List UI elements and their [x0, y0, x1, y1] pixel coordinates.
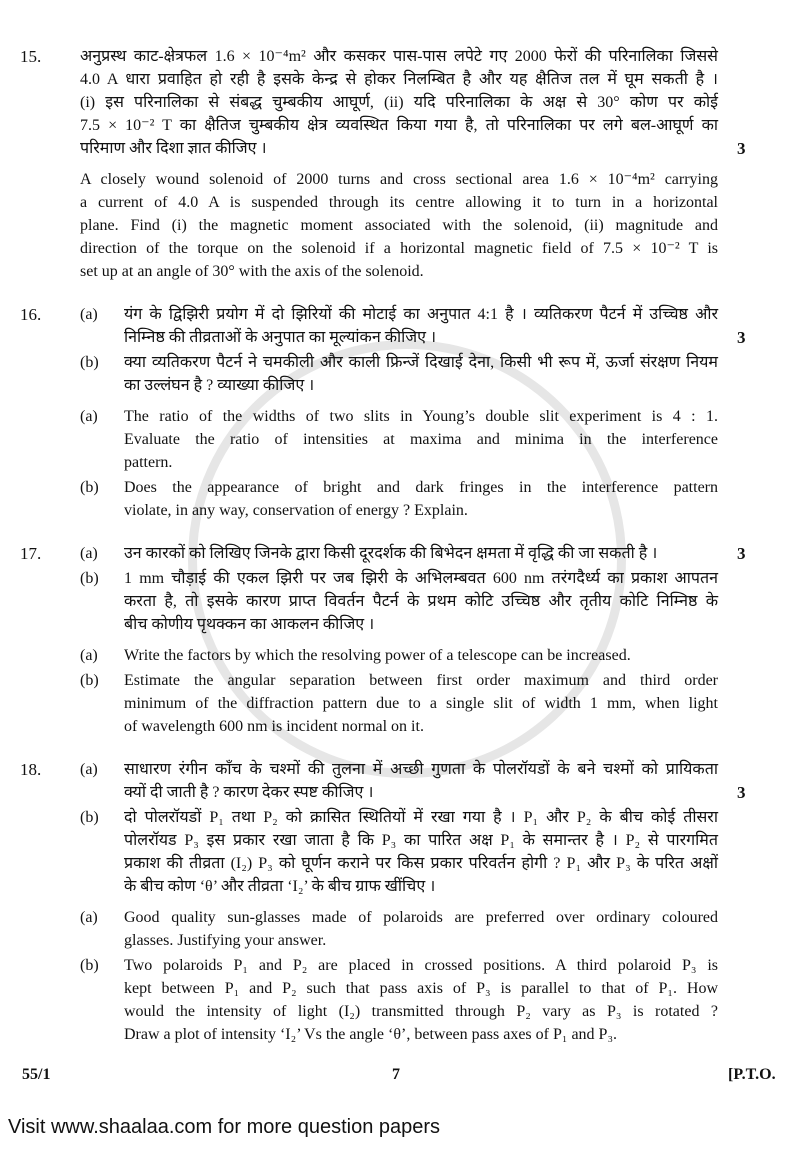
page-number: 7	[392, 1066, 400, 1083]
line-text: plane. Find (i) the magnetic moment associated with the solenoid, (ii) magnitude and	[80, 217, 718, 234]
line-text: 7.5 × 10⁻² T का क्षैतिज चुम्बकीय क्षेत्र व्यवस्थित किया गया है, तो परिनालिका पर लगे बल-आघूर्ण का	[80, 117, 718, 134]
marks: 3	[737, 328, 746, 347]
line-text: Evaluate the ratio of intensities at maxima and minima in the interference	[124, 431, 718, 448]
question-text-line	[80, 168, 718, 191]
question-text-line	[124, 542, 746, 565]
part-label: (a)	[80, 408, 98, 425]
question-text-line	[80, 137, 746, 160]
question-number: 16.	[20, 305, 42, 324]
question-text-line	[80, 114, 718, 137]
line-text: Two polaroids P₁ and P₂ are placed in crossed positions. A third polaroid P₃ is	[124, 957, 718, 974]
question-text-line	[124, 829, 718, 852]
line-text: would the intensity of light (I₂) transmitted through P₂ vary as P₃ is rotated ?	[124, 1003, 718, 1020]
question-text-line	[124, 1023, 718, 1046]
question-text-line	[124, 758, 718, 781]
line-text: violate, in any way, conservation of energy ? Explain.	[124, 502, 468, 519]
line-text: pattern.	[124, 454, 173, 471]
question-text-line	[80, 91, 718, 114]
line-text: kept between P₁ and P₂ such that pass axis of P₃ is parallel to that of P₁. How	[124, 980, 718, 997]
question-15	[0, 45, 800, 283]
page-footer	[0, 1066, 800, 1096]
part-label: (b)	[80, 354, 99, 371]
line-text: Write the factors by which the resolving power of a telescope can be increased.	[124, 647, 631, 664]
line-text: a current of 4.0 A is suspended through its centre allowing it to turn in a horizontal	[80, 194, 718, 211]
part-label: (a)	[80, 761, 98, 778]
part-label: (b)	[80, 672, 99, 689]
question-part	[0, 567, 800, 636]
question-part	[0, 806, 800, 898]
line-text: A closely wound solenoid of 2000 turns and cross sectional area 1.6 × 10⁻⁴m² carrying	[80, 171, 718, 188]
question-part	[0, 351, 800, 397]
paper-code: 55/1	[22, 1066, 51, 1083]
line-text: करता है, तो इसके कारण प्राप्त विवर्तन पैटर्न के प्रथम कोटि उच्चिष्ठ और तृतीय कोटि निम्निष्ठ के	[124, 593, 718, 610]
part-label: (b)	[80, 957, 99, 974]
question-part	[0, 45, 800, 160]
question-text-line	[124, 590, 718, 613]
question-text-line	[124, 977, 718, 1000]
question-number: 17.	[20, 544, 42, 563]
line-text: प्रकाश की तीव्रता (I₂) P₃ को घूर्णन कराने पर किस प्रकार परिवर्तन होगी ? P₁ और P₃ के परित अक्षों	[124, 855, 718, 872]
question-text-line	[124, 929, 718, 952]
line-text: यंग के द्विझिरी प्रयोग में दो झिरियों की मोटाई का अनुपात 4:1 है । व्यतिकरण पैटर्न में उच्चिष्ठ और	[124, 306, 718, 323]
line-text: अनुप्रस्थ काट-क्षेत्रफल 1.6 × 10⁻⁴m² और कसकर पास-पास लपेटे गए 2000 फेरों की परिनालिका जिससे	[80, 48, 718, 65]
line-text: The ratio of the widths of two slits in Young’s double slit experiment is 4 : 1.	[124, 408, 718, 425]
question-text-line	[124, 499, 718, 522]
question-text-line	[124, 476, 718, 499]
question-part	[0, 303, 800, 349]
part-label: (b)	[80, 809, 99, 826]
line-text: 4.0 A धारा प्रवाहित हो रही है इसके केन्द्र से होकर निलम्बित है और यह क्षैतिज तल में घूम सकती है ।	[80, 71, 718, 88]
part-label: (a)	[80, 545, 98, 562]
question-text-line	[80, 45, 718, 68]
pto-label: [P.T.O.	[728, 1066, 776, 1083]
line-text: Good quality sun-glasses made of polaroids are preferred over ordinary coloured	[124, 909, 718, 926]
question-text-line	[80, 214, 718, 237]
question-text-line	[124, 781, 746, 804]
question-text-line	[124, 806, 718, 829]
line-text: परिमाण और दिशा ज्ञात कीजिए ।	[80, 140, 267, 157]
question-number: 15.	[20, 47, 42, 66]
question-18	[0, 758, 800, 1046]
question-part	[0, 542, 800, 565]
marks: 3	[737, 544, 746, 563]
line-text: उन कारकों को लिखिए जिनके द्वारा किसी दूरदर्शक की बिभेदन क्षमता में वृद्धि की जा सकती है ।	[124, 545, 658, 562]
question-text-line	[124, 906, 718, 929]
line-text: of wavelength 600 nm is incident normal on it.	[124, 718, 424, 735]
line-text: minimum of the diffraction pattern due to a single slit of width 1 mm, when light	[124, 695, 718, 712]
part-label: (a)	[80, 647, 98, 664]
line-text: (i) इस परिनालिका से संबद्ध चुम्बकीय आघूर्ण, (ii) यदि परिनालिका के अक्ष से 30° कोण पर कोई	[80, 94, 718, 111]
line-text: पोलरॉयड P₃ इस प्रकार रखा जाता है कि P₃ का पारित अक्ष P₁ के समान्तर है । P₂ से पारगमित	[124, 832, 718, 849]
website-banner: Visit www.shaalaa.com for more question papers	[8, 1116, 441, 1138]
question-part	[0, 644, 800, 667]
question-text-line	[124, 875, 718, 898]
question-text-line	[124, 1000, 718, 1023]
question-text-line	[124, 669, 718, 692]
question-part	[0, 476, 800, 522]
question-text-line	[124, 613, 718, 636]
question-text-line	[80, 237, 718, 260]
question-text-line	[124, 715, 718, 738]
question-text-line	[124, 405, 718, 428]
line-text: Estimate the angular separation between first order maximum and third order	[124, 672, 718, 689]
question-number: 18.	[20, 760, 42, 779]
question-text-line	[124, 303, 718, 326]
line-text: क्या व्यतिकरण पैटर्न ने चमकीली और काली फ्रिन्जें दिखाई देना, किसी भी रूप में, ऊर्जा संरक्षण नियम	[124, 354, 718, 371]
question-text-line	[124, 692, 718, 715]
line-text: 1 mm चौड़ाई की एकल झिरी पर जब झिरी के अभिलम्बवत 600 nm तरंगदैर्ध्य का प्रकाश आपतन	[124, 570, 718, 587]
question-part	[0, 758, 800, 804]
question-text-line	[80, 191, 718, 214]
line-text: बीच कोणीय पृथक्कन का आकलन कीजिए ।	[124, 616, 375, 633]
question-part	[0, 669, 800, 738]
line-text: direction of the torque on the solenoid if a horizontal magnetic field of 7.5 × 10⁻² T is	[80, 240, 718, 257]
question-text-line	[80, 68, 718, 91]
question-part	[0, 168, 800, 283]
line-text: के बीच कोण ‘θ’ और तीव्रता ‘I₂’ के बीच ग्राफ खींचिए ।	[124, 878, 436, 895]
line-text: Draw a plot of intensity ‘I₂’ Vs the angle ‘θ’, between pass axes of P₁ and P₃.	[124, 1026, 618, 1043]
question-part	[0, 906, 800, 952]
question-text-line	[124, 644, 718, 667]
line-text: का उल्लंघन है ? व्याख्या कीजिए ।	[124, 377, 315, 394]
part-label: (a)	[80, 306, 98, 323]
question-text-line	[80, 260, 718, 283]
part-label: (b)	[80, 570, 99, 587]
part-label: (a)	[80, 909, 98, 926]
question-16	[0, 303, 800, 522]
line-text: Does the appearance of bright and dark fringes in the interference pattern	[124, 479, 718, 496]
part-label: (b)	[80, 479, 99, 496]
line-text: निम्निष्ठ की तीव्रताओं के अनुपात का मूल्यांकन कीजिए ।	[124, 329, 437, 346]
question-text-line	[124, 428, 718, 451]
question-17	[0, 542, 800, 738]
question-text-line	[124, 326, 746, 349]
line-text: glasses. Justifying your answer.	[124, 932, 327, 949]
question-part	[0, 954, 800, 1046]
question-text-line	[124, 451, 718, 474]
marks: 3	[737, 783, 746, 802]
marks: 3	[737, 139, 746, 158]
question-text-line	[124, 374, 718, 397]
question-text-line	[124, 567, 718, 590]
line-text: set up at an angle of 30° with the axis of the solenoid.	[80, 263, 424, 280]
line-text: साधारण रंगीन काँच के चश्मों की तुलना में अच्छी गुणता के पोलरॉयडों के बने चश्मों को प्रायिकता	[124, 761, 718, 778]
line-text: दो पोलरॉयडों P₁ तथा P₂ को क्रासित स्थितियों में रखा गया है । P₁ और P₂ के बीच कोई तीसरा	[124, 809, 718, 826]
question-text-line	[124, 351, 718, 374]
line-text: क्यों दी जाती है ? कारण देकर स्पष्ट कीजिए ।	[124, 784, 374, 801]
question-text-line	[124, 954, 718, 977]
question-part	[0, 405, 800, 474]
question-text-line	[124, 852, 718, 875]
